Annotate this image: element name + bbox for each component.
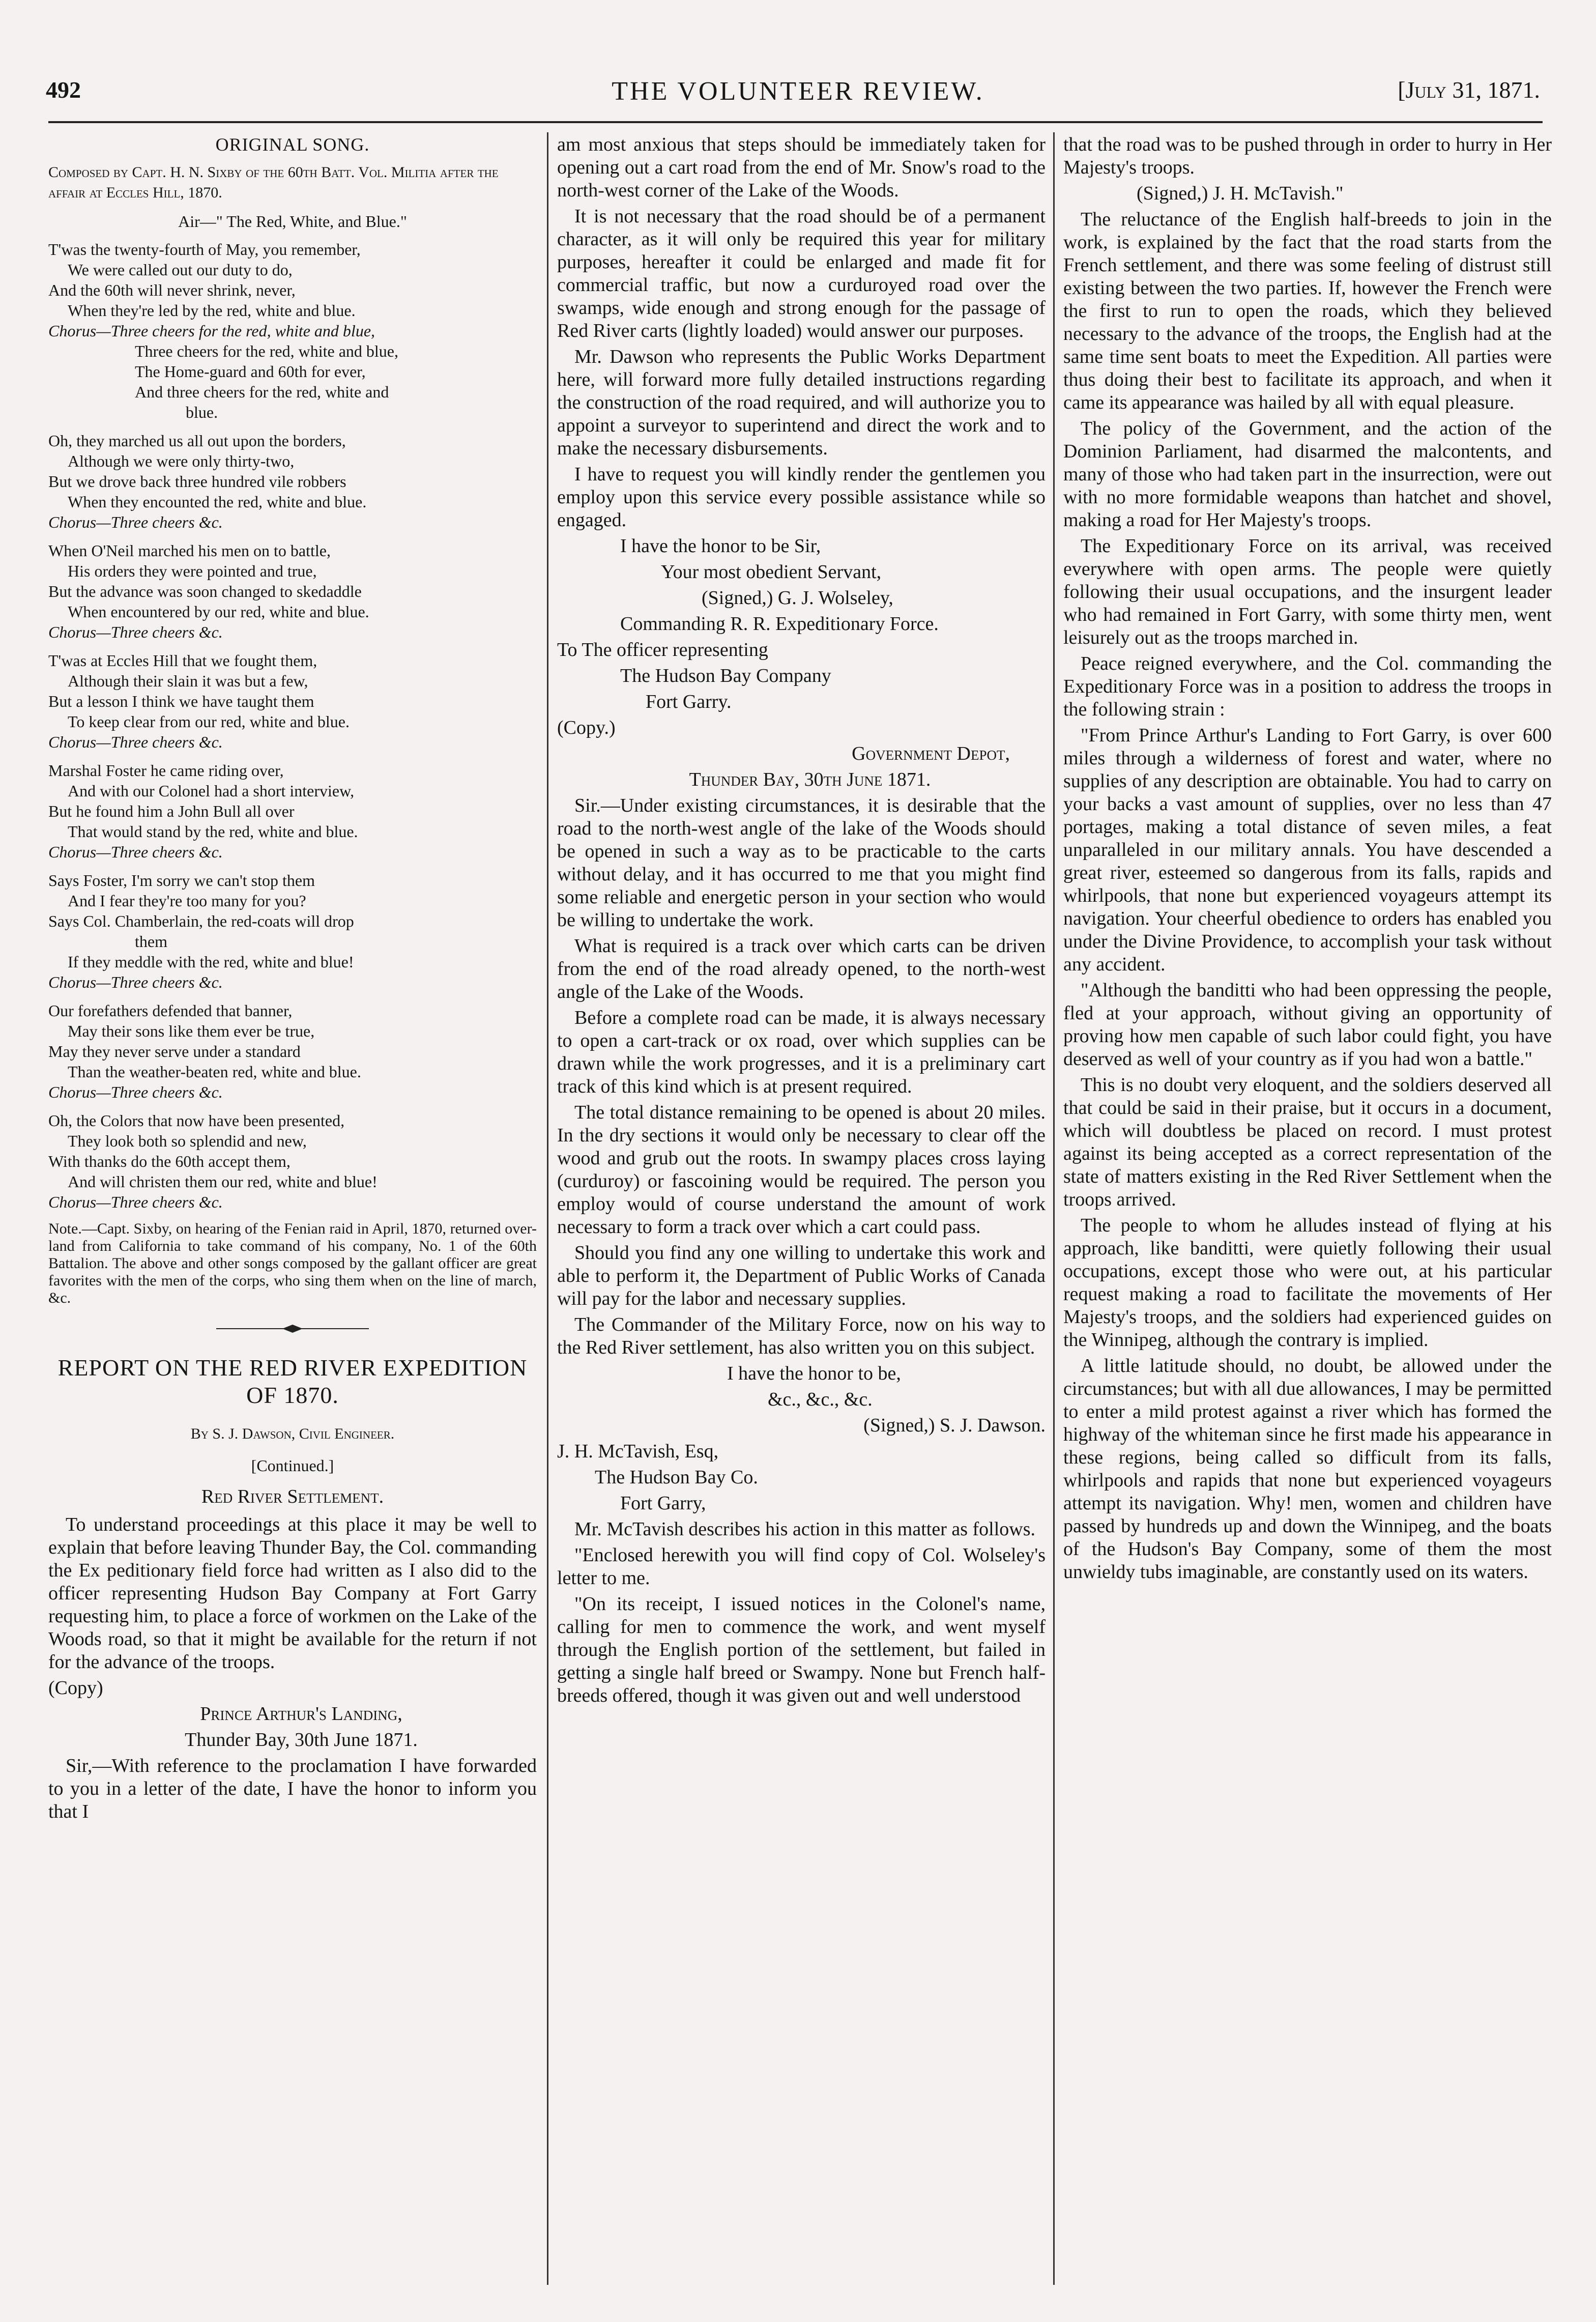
quotation: "Although the banditti who had been oppressing the people, fled at your approach, without giving an opportunity of proving how men capable of such labor could fight, you have deserved as well of your country as if you had won a battle." [1063,980,1552,1070]
paragraph: "Enclosed herewith you will find copy of Col. Wolseley's letter to me. [557,1544,1046,1589]
letter-signature: Commanding R. R. Expeditionary Force. [620,613,939,635]
column-divider [547,132,548,2285]
chorus-line: And three cheers for the red, white and [135,383,389,401]
song-air: Air—" The Red, White, and Blue." [178,212,407,231]
verse-line: They look both so splendid and new, [68,1132,307,1150]
verse-line: And with our Colonel had a short interview, [68,782,355,800]
song-heading: ORIGINAL SONG. [215,134,370,155]
paragraph: What is required is a track over which carts can be driven from the end of the road already opened, to the north-west angle of the Lake of the Woods. [557,935,1046,1002]
paragraph: To understand proceedings at this place it may be well to explain that before leaving Thunder Bay, the Col. commanding the Ex peditionary field force had written as I also did to the officer representing Hudson Bay Company at Fort Garry requesting him, to place a force of workmen on the Lake of the Woods road, so that it might be available for the return if not for the advance of the troops. [48,1514,537,1673]
verse-line: To keep clear from our red, white and blue. [68,712,350,731]
verse-line: T'was the twenty-fourth of May, you remember, [48,240,361,259]
song-stanza [48,239,537,422]
song-note: Note.—Capt. Sixby, on hearing of the Fenian raid in April, 1870, returned over-land from California to take command of his company, No. 1 of the 60th Battalion. The above and other songs composed by the gallant officer are great favorites with the men of the corps, who sing them when on the line of march, &c. [48,1220,537,1306]
verse-line: May they never serve under a standard [48,1042,301,1060]
paragraph: The Expeditionary Force on its arrival, was received everywhere with open arms. The people were quietly following their usual occupations, and the insurgent leader who had remained in Fort Garry, with some thirty men, went leisurely out as the troops marched in. [1063,535,1552,648]
verse-line: Says Foster, I'm sorry we can't stop them [48,871,315,890]
verse-line: When they're led by the red, white and blue. [68,301,356,320]
chorus-line: Chorus—Three cheers &c. [48,1193,223,1211]
verse-line: His orders they were pointed and true, [68,562,317,580]
verse-line: May their sons like them ever be true, [68,1022,315,1040]
letter-addressee: The Hudson Bay Co. [595,1467,758,1488]
verse-line: Says Col. Chamberlain, the red-coats will drop [48,912,354,930]
chorus-line: The Home-guard and 60th for ever, [135,362,366,381]
paragraph: Mr. McTavish describes his action in this matter as follows. [574,1518,1036,1540]
song-stanza [48,431,537,532]
verse-line: When encountered by our red, white and blue. [68,603,369,621]
column-1 [48,133,537,2281]
paragraph: It is not necessary that the road should be of a permanent character, as it will only be required this year for military purposes, hereafter it could be enlarged and made fit for commercial traffic, but now a curduroyed road over the swamps, wide enough and strong enough for the passage of Red River carts (lightly loaded) would answer our purposes. [557,206,1046,341]
verse-line: Marshal Foster he came riding over, [48,761,284,780]
letter-addressee: Fort Garry, [620,1493,706,1514]
paragraph: Mr. Dawson who represents the Public Works Department here, will forward more fully detailed instructions regarding the construction of the road required, and will authorize you to appoint a surveyor to superintend and direct the work and to make the necessary disbursements. [557,346,1046,459]
song-stanza [48,650,537,752]
verse-line: Our forefathers defended that banner, [48,1001,293,1020]
verse-line: them [135,932,167,951]
song-byline: Composed by Capt. H. N. Sixby of the 60th Batt. Vol. Militia after the affair at Eccles Hill, 1870. [48,164,499,201]
paragraph: The policy of the Government, and the action of the Dominion Parliament, had disarmed the malcontents, and many of those who had taken part in the insurrection, were out with no more formidable weapons than hatchet and shovel, making a road for Her Majesty's troops. [1063,418,1552,531]
paragraph: I have to request you will kindly render the gentlemen you employ upon this service every possible assistance while so engaged. [557,464,1046,531]
copy-label: (Copy.) [557,717,616,738]
letter-closing: I have the honor to be, [727,1363,901,1384]
paragraph: am most anxious that steps should be immediately taken for opening out a cart road from the end of Mr. Snow's road to the north-west corner of the Lake of the Woods. [557,134,1046,201]
letter-signature: (Signed,) G. J. Wolseley, [702,587,893,609]
paragraph: Sir.—Under existing circumstances, it is desirable that the road to the north-west angle of the lake of the Woods should be opened in such a way as to be practicable to the carts without delay, and it has occurred to me that you might find some reliable and energetic person in your section who would be willing to undertake the work. [557,795,1046,931]
letter-place: Government Depot, [852,743,1010,764]
chorus-line: blue. [186,403,218,421]
letter-date: Thunder Bay, 30th June 1871. [689,769,931,790]
ornament-divider [48,1318,537,1341]
letter-signature: (Signed,) J. H. McTavish." [1137,183,1344,204]
letter-closing: &c., &c., &c. [768,1389,873,1410]
paragraph: The reluctance of the English half-breeds to join in the work, is explained by the fact that the road starts from the French settlement, and there was some feeling of distrust still existing between the two parties. If, however the French were the first to run to open the roads, which they believed necessary to the advance of the troops, the English had at the same time sent boats to meet the Expedition. All parties were thus doing their best to facilitate its approach, and when it came its appearance was hailed by all with equal pleasure. [1063,209,1552,413]
chorus-line: Chorus—Three cheers &c. [48,733,223,751]
section-subhead: Red River Settlement. [201,1486,384,1507]
chorus-line: Three cheers for the red, white and blue, [135,342,398,360]
letter-addressee: The Hudson Bay Company [620,665,831,686]
chorus-line: Chorus—Three cheers for the red, white and blue, [48,322,375,340]
verse-line: And will christen them our red, white and blue! [68,1172,378,1191]
verse-line: When they encounted the red, white and blue. [68,493,367,511]
page-number: 492 [46,77,81,103]
letter-addressee: J. H. McTavish, Esq, [557,1441,719,1462]
column-3 [1063,133,1552,2296]
verse-line: T'was at Eccles Hill that we fought them, [48,651,317,670]
verse-line: Than the weather-beaten red, white and blue. [68,1063,361,1081]
verse-line: Although we were only thirty-two, [68,452,295,470]
song-stanza [48,760,537,862]
verse-line: If they meddle with the red, white and blue! [68,953,354,971]
paragraph: Before a complete road can be made, it is always necessary to open a cart-track or ox road, over which supplies can be drawn while the work progresses, and it is a preliminary cart track of this kind which is at present required. [557,1007,1046,1097]
copy-label: (Copy) [48,1677,103,1699]
letter-closing: Your most obedient Servant, [661,561,882,583]
verse-line: But he found him a John Bull all over [48,802,295,820]
quotation: "From Prince Arthur's Landing to Fort Garry, is over 600 miles through a wilderness of forest and water, where no supplies of any description are obtainable. You had to carry on your backs a vast amount of supplies, over no less than 47 portages, making a total distance of seven miles, a feat unparalleled in our military annals. You have descended a great river, esteemed so dangerous from its falls, rapids and whirlpools, that none but experienced voyageurs attempt its navigation. Your cheerful obedience to orders has enabled you under the Divine Providence, to accomplish your task without any accident. [1063,725,1552,975]
letter-date: Thunder Bay, 30th June 1871. [185,1729,418,1751]
masthead: THE VOLUNTEER REVIEW. [612,77,984,106]
chorus-line: Chorus—Three cheers &c. [48,1083,223,1101]
paragraph: that the road was to be pushed through in order to hurry in Her Majesty's troops. [1063,134,1552,178]
verse-line: And I fear they're too many for you? [68,892,306,910]
verse-line: When O'Neil marched his men on to battle, [48,541,331,560]
verse-line: And the 60th will never shrink, never, [48,281,296,299]
verse-line: That would stand by the red, white and blue. [68,822,358,841]
verse-line: With thanks do the 60th accept them, [48,1152,291,1170]
paragraph: "On its receipt, I issued notices in the Colonel's name, calling for men to commence the work, and went myself through the English portion of the settlement, but failed in getting a single half breed or Swampy. None but French half-breeds offered, though it was given out and well understood [557,1593,1046,1706]
paragraph: The total distance remaining to be opened is about 20 miles. In the dry sections it would only be necessary to clear off the wood and grub out the roots. In swampy places cross laying (curduroy) or fascoining would be required. The person you employ would of course understand the amount of work necessary to form a track over which a cart could pass. [557,1102,1046,1238]
header-rule [48,121,1543,123]
report-byline: By S. J. Dawson, Civil Engineer. [190,1425,395,1442]
verse-line: But a lesson I think we have taught them [48,692,314,710]
verse-line: We were called out our duty to do, [68,261,293,279]
song-stanza [48,870,537,992]
paragraph: A little latitude should, no doubt, be allowed under the circumstances; but with all due allowances, I may be permitted to enter a mild protest against a river which has formed the highway of the whiteman since he first made his appearance in these regions, being called so difficult from its falls, whirlpools and rapids that none but experienced voyageurs attempt its navigation. Why! men, women and children have passed by hundreds up and down the Winnipeg, and the boats of the Hudson's Bay Company, some of them the most unwieldy tubs imaginable, are constantly used on its waters. [1063,1355,1552,1583]
verse-line: Oh, they marched us all out upon the borders, [48,432,346,450]
chorus-line: Chorus—Three cheers &c. [48,973,223,991]
letter-signature: (Signed,) S. J. Dawson. [863,1415,1046,1436]
letter-addressee: To The officer representing [557,639,768,661]
song-stanza [48,540,537,642]
paragraph: Should you find any one willing to undertake this work and able to perform it, the Department of Public Works of Canada will pay for the labor and necessary supplies. [557,1242,1046,1309]
chorus-line: Chorus—Three cheers &c. [48,513,223,531]
column-2 [557,133,1046,2296]
song-stanza [48,1000,537,1102]
issue-date: [July 31, 1871. [1398,77,1540,103]
paragraph: Sir,—With reference to the proclamation I have forwarded to you in a letter of the date, I have the honor to inform you that I [48,1755,537,1822]
letter-closing: I have the honor to be Sir, [620,535,821,557]
report-title: REPORT ON THE RED RIVER EXPEDITION OF 1870. [57,1355,528,1408]
verse-line: But we drove back three hundred vile robbers [48,472,346,491]
paragraph: The Commander of the Military Force, now on his way to the Red River settlement, has also written you on this subject. [557,1314,1046,1358]
paragraph: This is no doubt very eloquent, and the soldiers deserved all that could be said in their praise, but it occurs in a document, which will doubtless be placed on record. I must protest against its being accepted as a correct representation of the state of matters existing in the Red River Settlement when the troops arrived. [1063,1074,1552,1210]
column-divider [1053,132,1055,2285]
chorus-line: Chorus—Three cheers &c. [48,843,223,861]
continued-label: [Continued.] [251,1456,334,1475]
verse-line: But the advance was soon changed to skedaddle [48,582,362,600]
letter-addressee: Fort Garry. [646,691,732,712]
song-stanza [48,1110,537,1212]
paragraph: The people to whom he alludes instead of flying at his approach, like banditti, were quietly following their usual occupations, except those who were out, at his particular request making a road to facilitate the movements of Her Majesty's troops, and the soldiers had experienced guides on the Winnipeg, although the contrary is implied. [1063,1215,1552,1351]
chorus-line: Chorus—Three cheers &c. [48,623,223,641]
paragraph: Peace reigned everywhere, and the Col. commanding the Expeditionary Force was in a position to address the troops in the following strain : [1063,653,1552,720]
verse-line: Although their slain it was but a few, [68,672,308,690]
verse-line: Oh, the Colors that now have been presented, [48,1111,345,1130]
letter-place: Prince Arthur's Landing, [200,1703,402,1725]
